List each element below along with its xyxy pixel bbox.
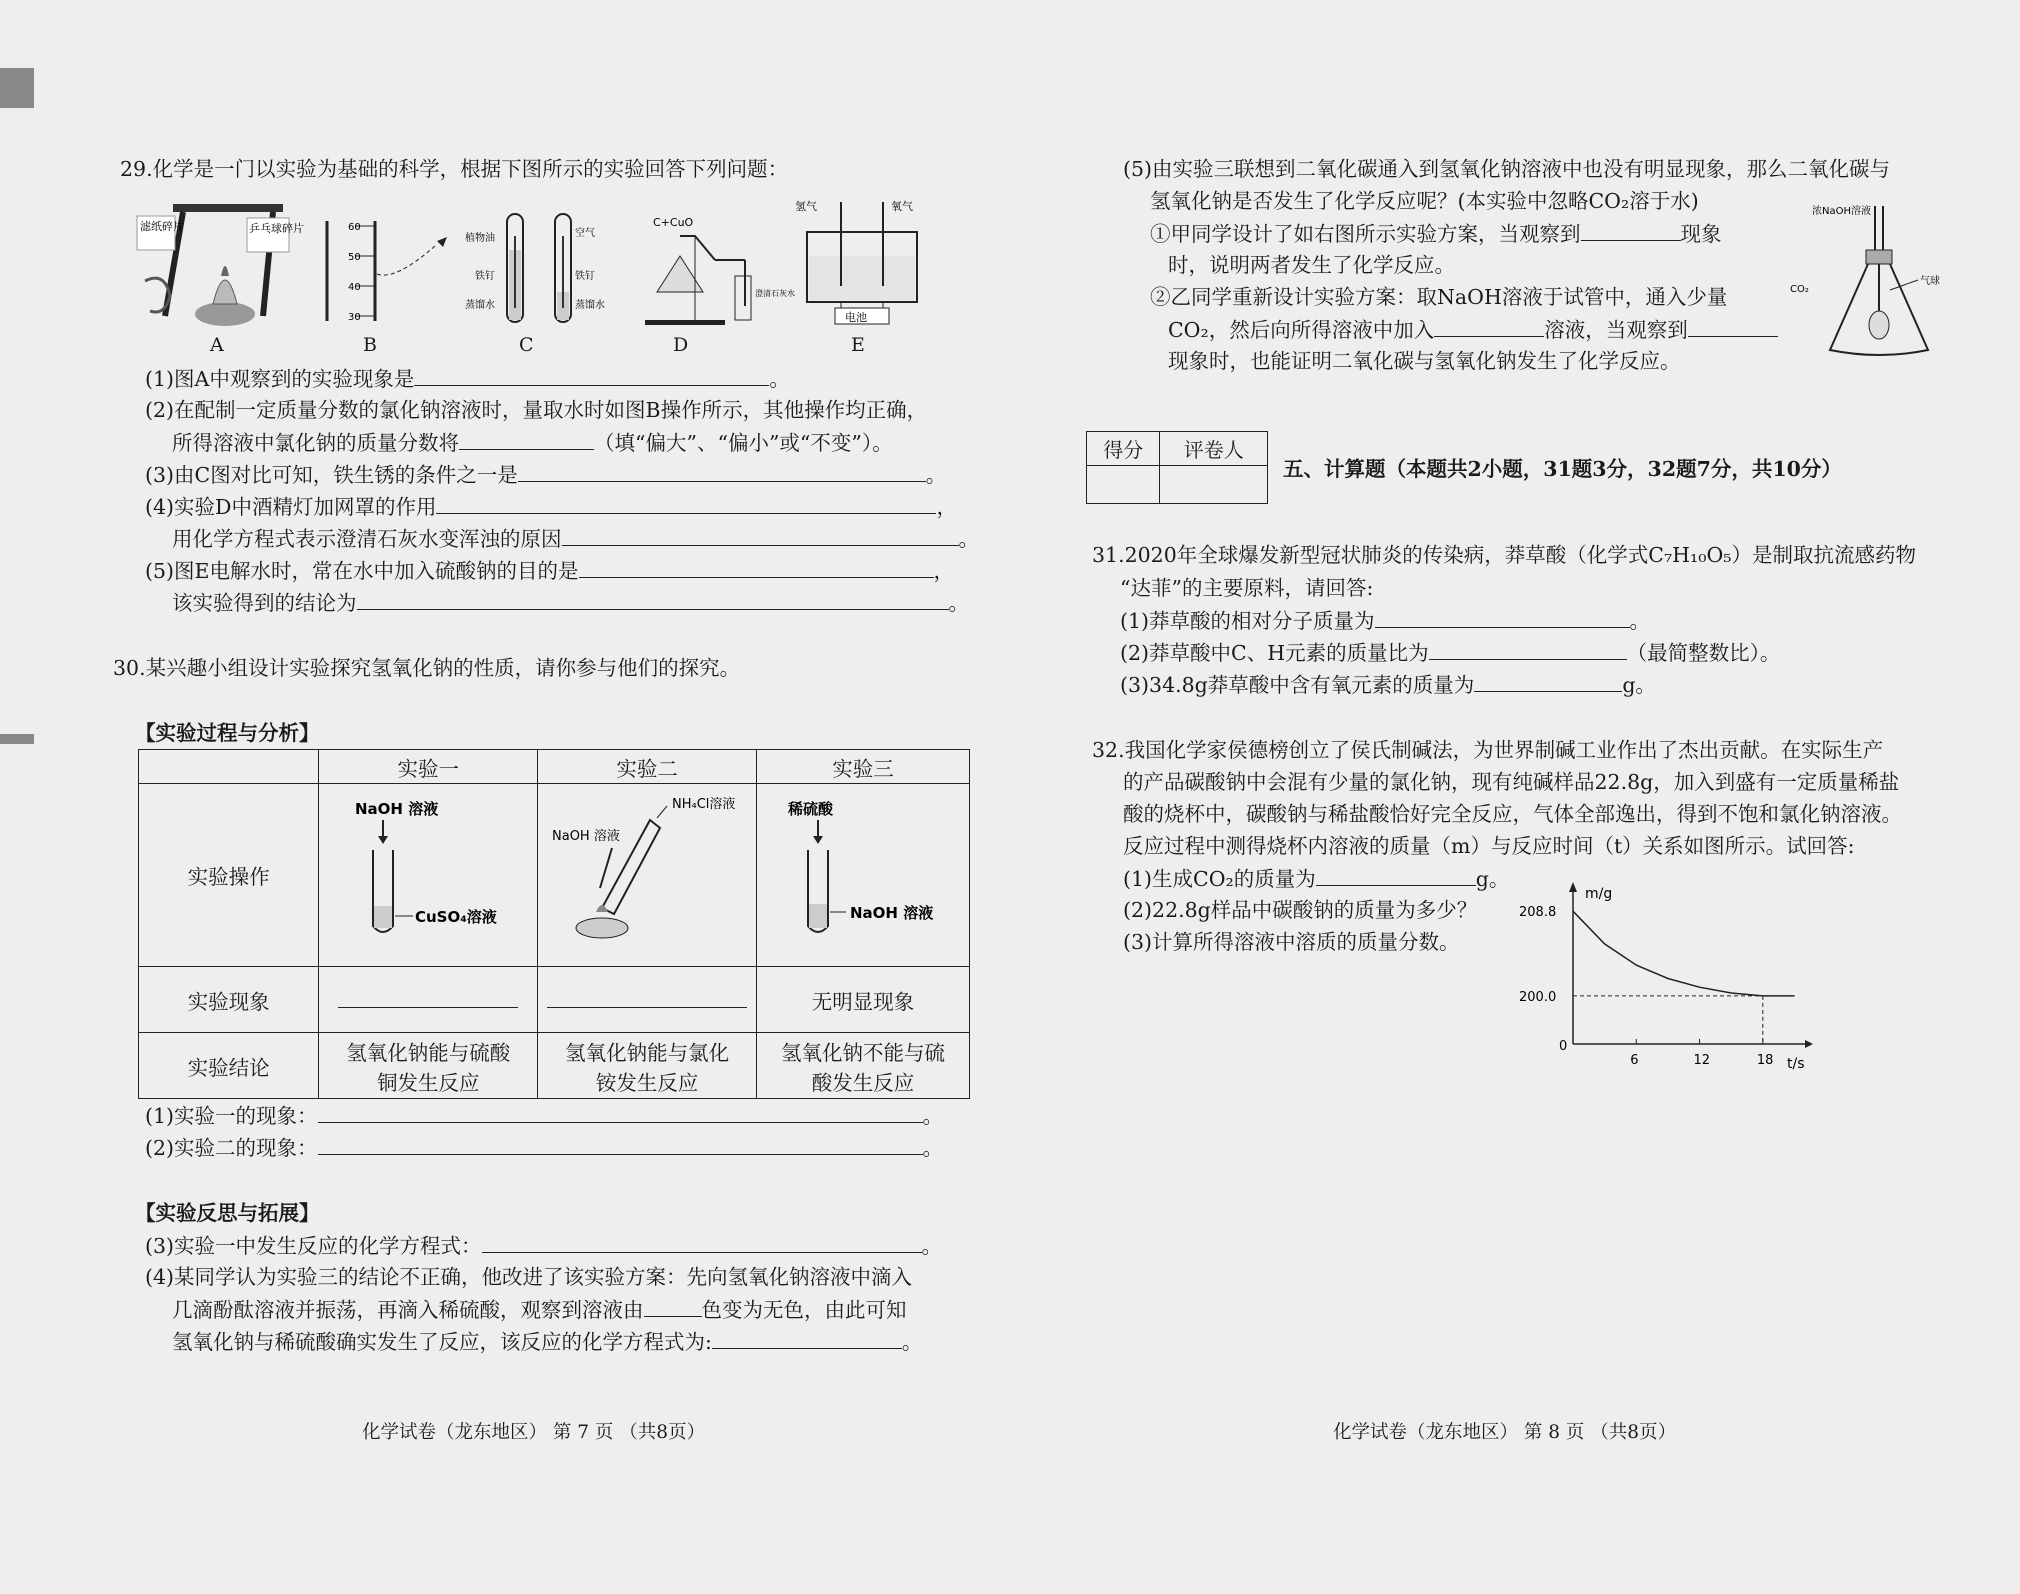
figure-b (327, 221, 447, 323)
exp3-phenomenon: 无明显现象 (757, 967, 970, 1033)
answer-blank[interactable] (1375, 607, 1630, 628)
answer-blank[interactable] (712, 1328, 902, 1349)
svg-text:空气: 空气 (575, 228, 595, 239)
header-exp2: 实验二 (538, 750, 757, 784)
score-label: 得分 (1087, 432, 1160, 466)
answer-blank[interactable] (1474, 671, 1622, 692)
q30-part5e: ②乙同学重新设计实验方案：取NaOH溶液于试管中，通入少量 (1150, 285, 1728, 309)
q30-part4a: (4)某同学认为实验三的结论不正确，他改进了该实验方案：先向氢氧化钠溶液中滴入 (145, 1265, 913, 1289)
score-cell[interactable] (1087, 466, 1160, 504)
figure-a (137, 204, 304, 326)
section-process: 【实验过程与分析】 (135, 721, 320, 745)
q29-part2a: (2)在配制一定质量分数的氯化钠溶液时，量取水时如图B操作所示，其他操作均正确， (145, 398, 928, 422)
header-exp3: 实验三 (757, 750, 970, 784)
svg-text:氢气: 氢气 (795, 200, 817, 213)
answer-blank[interactable] (579, 557, 934, 578)
svg-text:铁钉: 铁钉 (575, 271, 595, 282)
x-tick-label: 18 (1756, 1053, 1774, 1068)
grader-cell[interactable] (1160, 466, 1268, 504)
q30-part5f: CO₂，然后向所得溶液中加入 溶液，当观察到 (1168, 316, 1778, 343)
footer-right: 化学试卷（龙东地区） 第 8 页 （共8页） (1333, 1422, 1677, 1443)
svg-text:植物油: 植物油 (465, 233, 495, 244)
q30-part5g: 现象时，也能证明二氧化碳与氢氧化钠发生了化学反应。 (1168, 349, 1681, 373)
answer-blank[interactable] (436, 493, 936, 514)
q29-part5b: 该实验得到的结论为 。 (172, 591, 969, 615)
svg-text:CO₂: CO₂ (1790, 284, 1809, 295)
x-axis-label: t/s (1787, 1056, 1805, 1072)
x-axis-arrow (1805, 1040, 1813, 1048)
row-phenomenon: 实验现象 (139, 967, 319, 1033)
svg-text:NH₄Cl溶液: NH₄Cl溶液 (672, 796, 736, 812)
svg-text:稀硫酸: 稀硫酸 (788, 799, 834, 818)
q29-title: 29.化学是一门以实验为基础的科学，根据下图所示的实验回答下列问题： (120, 157, 789, 181)
scan-mark-top (0, 68, 34, 108)
q32-line3: 酸的烧杯中，碳酸钠与稀盐酸恰好完全反应，气体全部逸出，得到不饱和氯化钠溶液。 (1123, 802, 1902, 826)
q30-part5b: 氢氧化钠是否发生了化学反应呢？(本实验中忽略CO₂溶于水) (1150, 189, 1699, 213)
svg-text:蒸馏水: 蒸馏水 (575, 300, 605, 311)
svg-text:NaOH 溶液: NaOH 溶液 (850, 903, 934, 922)
q30-part1: (1)实验一的现象： 。 (145, 1104, 944, 1128)
answer-blank[interactable] (518, 461, 926, 482)
q29-part4b: 用化学方程式表示澄清石灰水变浑浊的原因 。 (172, 527, 979, 551)
section-5-title: 五、计算题（本题共2小题，31题3分，32题7分，共10分） (1283, 457, 1842, 481)
svg-text:C+CuO: C+CuO (653, 216, 694, 229)
svg-text:30: 30 (348, 312, 361, 323)
q30-part5d: 时，说明两者发生了化学反应。 (1168, 253, 1455, 277)
q31-line1: 31.2020年全球爆发新型冠状肺炎的传染病，莽草酸（化学式C₇H₁₀O₅）是制取抗流感药物 (1092, 543, 1917, 567)
svg-text:CuSO₄溶液: CuSO₄溶液 (415, 907, 498, 926)
q30-part2: (2)实验二的现象： 。 (145, 1136, 944, 1160)
answer-blank[interactable] (1429, 639, 1627, 660)
q31-part1: (1)莽草酸的相对分子质量为 。 (1120, 609, 1651, 633)
q29-part2b: 所得溶液中氯化钠的质量分数将 （填“偏大”、“偏小”或“不变”）。 (172, 431, 893, 455)
answer-blank[interactable] (482, 1232, 922, 1253)
svg-text:铁钉: 铁钉 (475, 271, 495, 282)
svg-text:蒸馏水: 蒸馏水 (465, 300, 495, 311)
figure-c (465, 214, 605, 322)
q30-part4b: 几滴酚酞溶液并振荡，再滴入稀硫酸，观察到溶液由 色变为无色，由此可知 (172, 1298, 907, 1322)
figure-a-label: A (210, 334, 224, 356)
footer-left: 化学试卷（龙东地区） 第 7 页 （共8页） (362, 1422, 706, 1443)
q29-figures (135, 196, 955, 356)
svg-text:氧气: 氧气 (891, 200, 913, 213)
scan-mark-middle (0, 734, 34, 744)
answer-blank[interactable] (1581, 220, 1681, 241)
series-line (1573, 911, 1795, 996)
exp3-conclusion: 氢氧化钠不能与硫 酸发生反应 (757, 1033, 970, 1099)
origin-label: 0 (1559, 1039, 1568, 1054)
exp1-phenomenon-cell (319, 967, 538, 1033)
q32-part2: (2)22.8g样品中碳酸钠的质量为多少？ (1123, 898, 1478, 922)
q32-line4: 反应过程中测得烧杯内溶液的质量（m）与反应时间（t）关系如图所示。试回答: (1123, 834, 1855, 858)
y-axis-arrow (1569, 882, 1577, 892)
exp2-phenomenon-cell (538, 967, 757, 1033)
svg-text:浓NaOH溶液: 浓NaOH溶液 (1812, 206, 1871, 217)
y-tick-label: 200.0 (1519, 989, 1557, 1005)
x-tick-label: 12 (1693, 1053, 1711, 1068)
exp2-diagram (538, 784, 757, 967)
q31-line2: “达菲”的主要原料，请回答: (1120, 576, 1374, 600)
svg-text:NaOH 溶液: NaOH 溶液 (552, 828, 620, 844)
row-operation: 实验操作 (139, 784, 319, 967)
svg-text:乒乓球碎片: 乒乓球碎片 (249, 222, 304, 235)
flask-diagram (1790, 200, 1970, 370)
exp1-diagram (319, 784, 538, 967)
svg-text:50: 50 (348, 252, 361, 263)
experiment-table (138, 749, 970, 1099)
q32-part1: (1)生成CO₂的质量为 g。 (1123, 867, 1510, 891)
answer-blank[interactable] (459, 429, 594, 450)
q31-part2: (2)莽草酸中C、H元素的质量比为 （最简整数比）。 (1120, 641, 1781, 665)
svg-text:滤纸碎片: 滤纸碎片 (140, 220, 184, 233)
x-tick-label: 6 (1630, 1053, 1639, 1068)
svg-text:澄清石灰水: 澄清石灰水 (755, 289, 795, 298)
answer-blank[interactable] (1434, 316, 1544, 337)
q30-part5c: ①甲同学设计了如右图所示实验方案，当观察到 现象 (1150, 222, 1722, 246)
q29-part1: (1)图A中观察到的实验现象是 。 (145, 367, 790, 391)
grader-label: 评卷人 (1160, 432, 1268, 466)
figure-e-label: E (851, 334, 865, 356)
q32-part3: (3)计算所得溶液中溶质的质量分数。 (1123, 930, 1460, 954)
q32-line1: 32.我国化学家侯德榜创立了侯氏制碱法，为世界制碱工业作出了杰出贡献。在实际生产 (1092, 738, 1884, 762)
answer-blank[interactable] (644, 1296, 702, 1317)
answer-blank[interactable] (1688, 316, 1778, 337)
answer-blank[interactable] (562, 525, 959, 546)
header-exp1: 实验一 (319, 750, 538, 784)
answer-blank[interactable] (318, 1102, 923, 1123)
y-tick-label: 208.8 (1519, 905, 1557, 921)
q30-title: 30.某兴趣小组设计实验探究氢氧化钠的性质，请你参与他们的探究。 (113, 656, 741, 680)
row-conclusion: 实验结论 (139, 1033, 319, 1099)
figure-d-label: D (673, 334, 689, 356)
svg-text:气球: 气球 (1920, 276, 1940, 287)
svg-text:电池: 电池 (845, 311, 867, 324)
q29-part5a: (5)图E电解水时，常在水中加入硫酸钠的目的是 ， (145, 559, 955, 583)
answer-blank[interactable] (547, 987, 747, 1008)
answer-blank[interactable] (318, 1134, 923, 1155)
y-axis-label: m/g (1585, 886, 1613, 902)
figure-d (645, 216, 795, 325)
exp3-diagram (757, 784, 970, 967)
q30-part5a: (5)由实验三联想到二氧化碳通入到氢氧化钠溶液中也没有明显现象，那么二氧化碳与 (1123, 157, 1891, 181)
q30-part3: (3)实验一中发生反应的化学方程式： 。 (145, 1234, 943, 1258)
q29-part4a: (4)实验D中酒精灯加网罩的作用 ， (145, 495, 957, 519)
exp2-conclusion: 氢氧化钠能与氯化 铵发生反应 (538, 1033, 757, 1099)
figure-e (795, 199, 917, 324)
svg-text:40: 40 (348, 282, 361, 293)
exp1-conclusion: 氢氧化钠能与硫酸 铜发生反应 (319, 1033, 538, 1099)
q30-part4c: 氢氧化钠与稀硫酸确实发生了反应，该反应的化学方程式为: 。 (172, 1330, 923, 1354)
answer-blank[interactable] (338, 987, 518, 1008)
answer-blank[interactable] (357, 589, 949, 610)
figure-b-label: B (363, 334, 377, 356)
answer-blank[interactable] (414, 365, 769, 386)
score-box (1086, 431, 1268, 504)
answer-blank[interactable] (1316, 865, 1476, 886)
svg-text:60: 60 (348, 222, 361, 233)
mass-time-chart (1515, 876, 1825, 1072)
section-reflection: 【实验反思与拓展】 (135, 1201, 320, 1225)
q31-part3: (3)34.8g莽草酸中含有氧元素的质量为 g。 (1120, 673, 1656, 697)
q29-part3: (3)由C图对比可知，铁生锈的条件之一是 。 (145, 463, 947, 487)
figure-c-label: C (519, 334, 534, 356)
q32-line2: 的产品碳酸钠中会混有少量的氯化钠，现有纯碱样品22.8g，加入到盛有一定质量稀盐 (1123, 770, 1900, 794)
svg-text:NaOH 溶液: NaOH 溶液 (355, 799, 439, 818)
